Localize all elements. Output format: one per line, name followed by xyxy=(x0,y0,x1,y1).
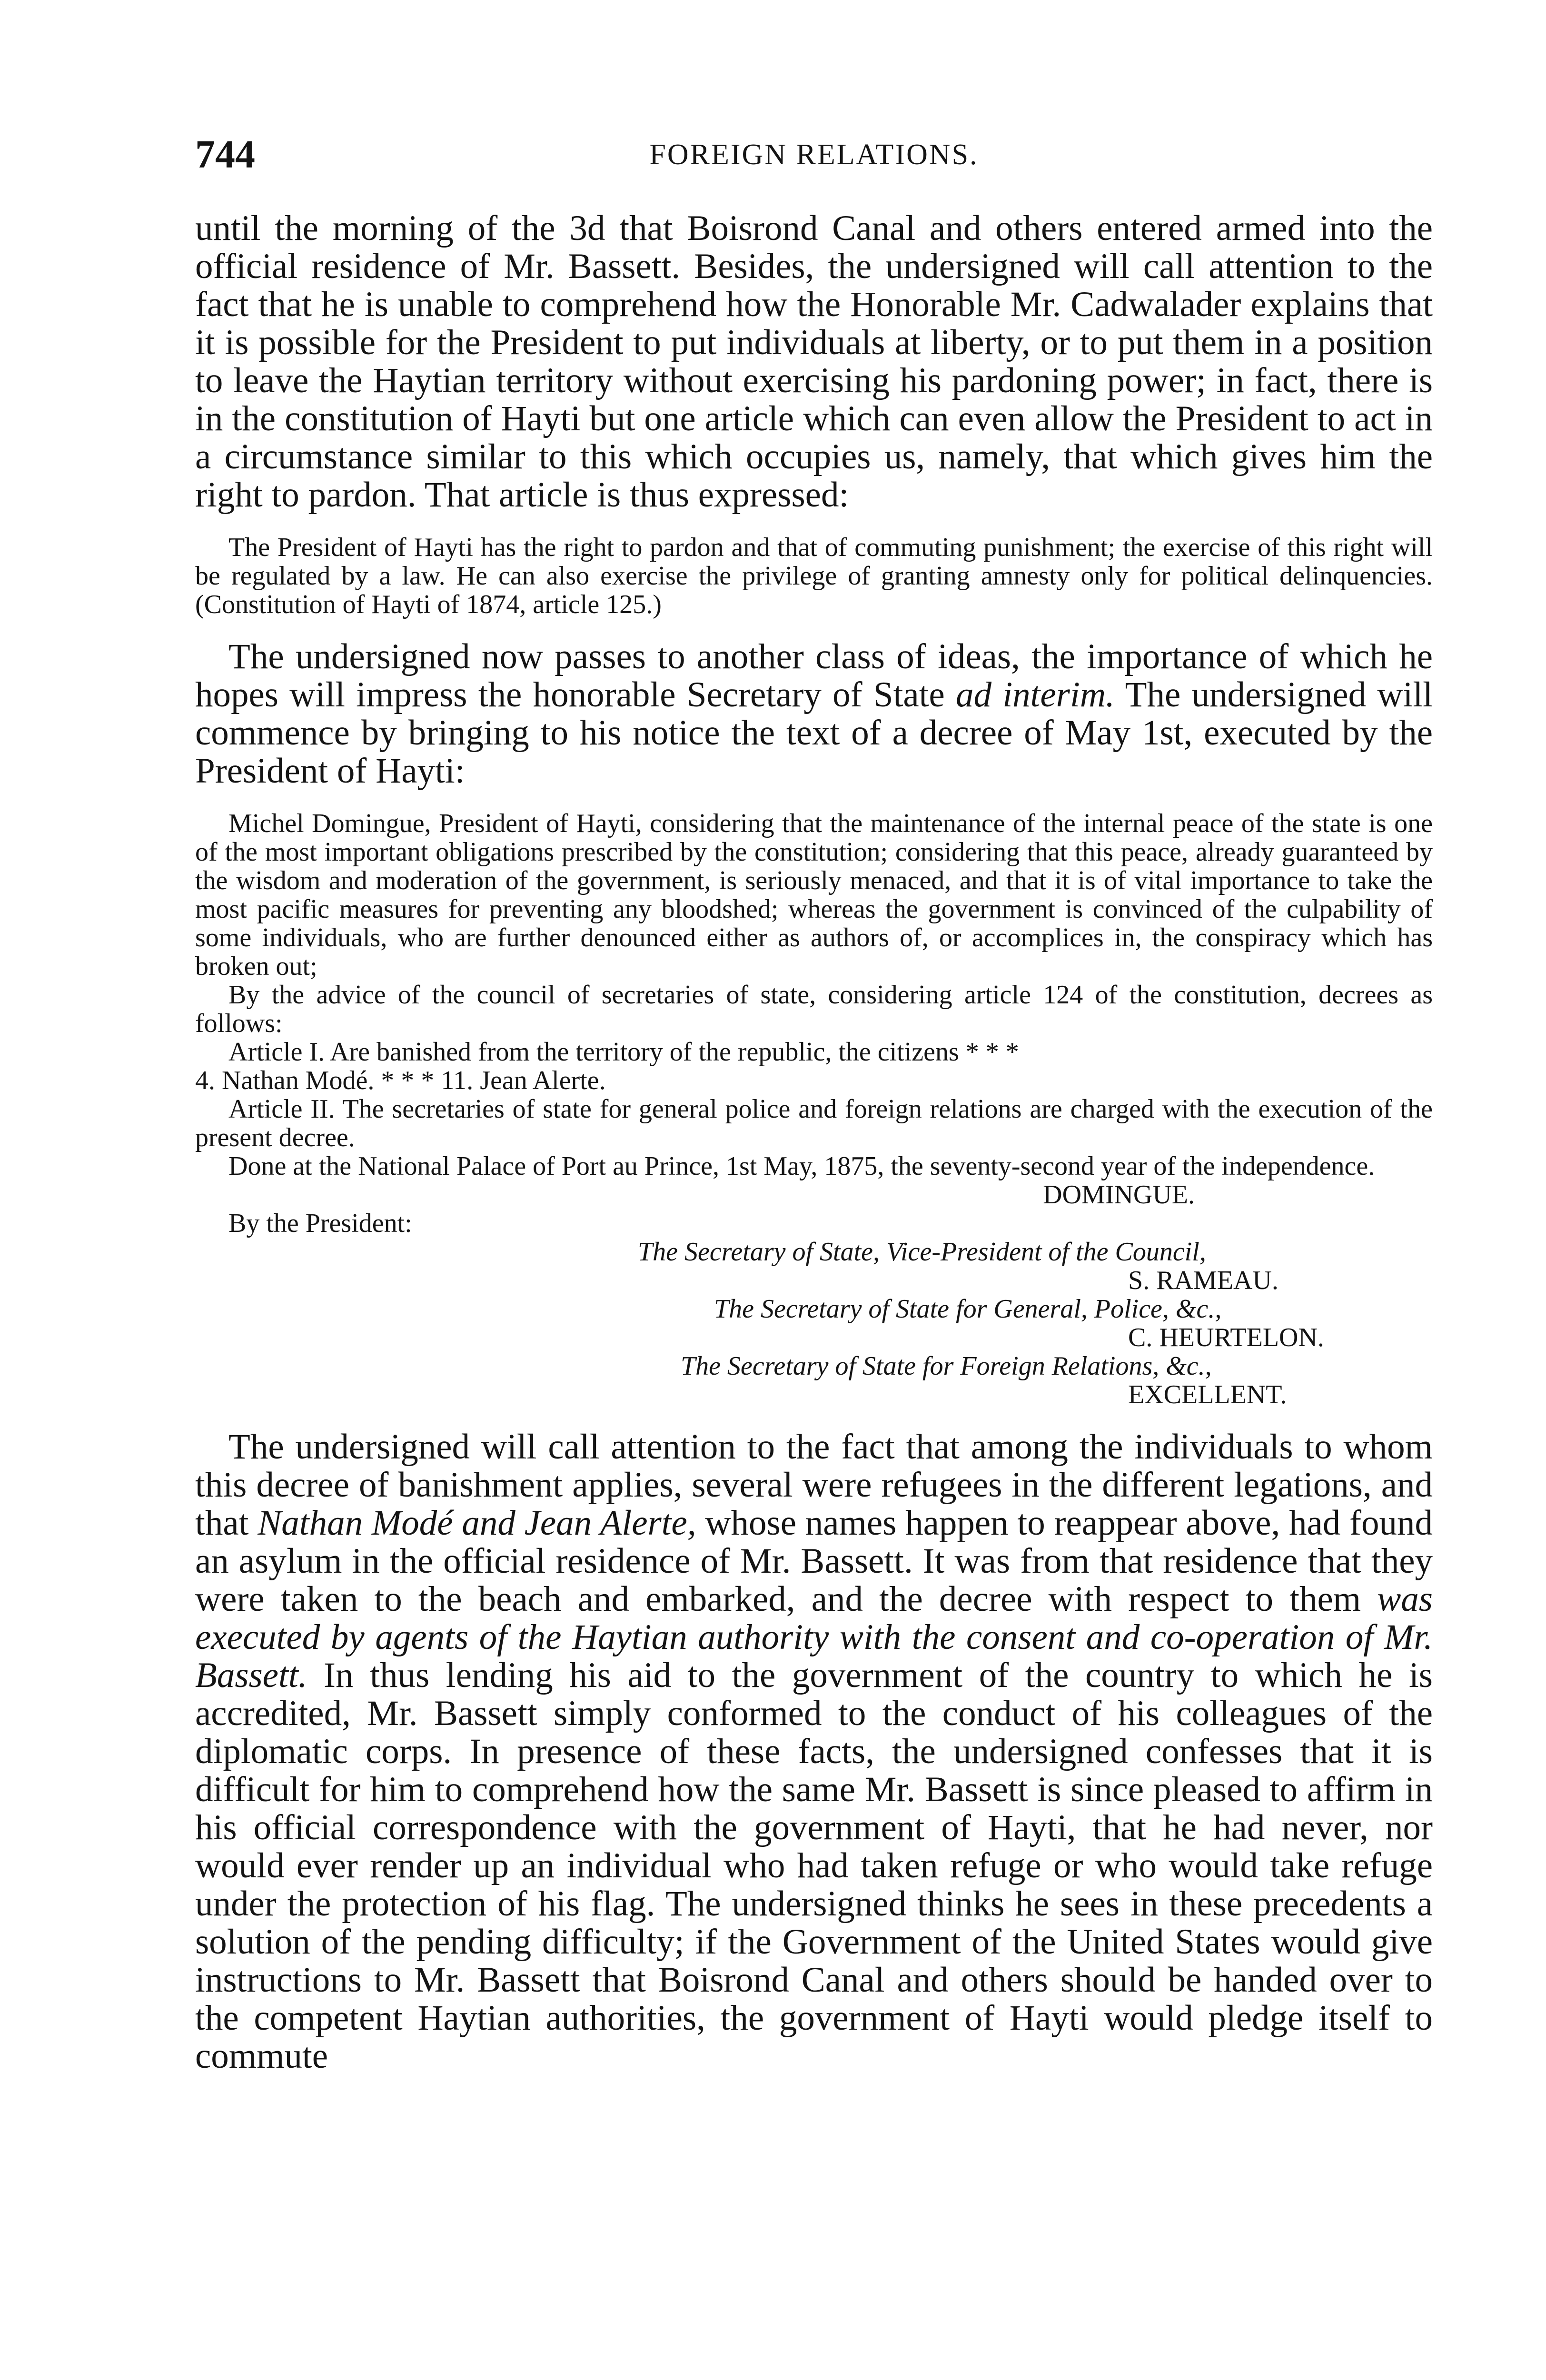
sig2-title: The Secretary of State for General, Police, &c., xyxy=(714,1294,1222,1324)
running-head: FOREIGN RELATIONS. xyxy=(649,139,979,171)
sig3-title: The Secretary of State for Foreign Relations, &c., xyxy=(681,1351,1212,1381)
decree-intro-italic: ad interim. xyxy=(956,675,1115,714)
paragraph-continuation: until the morning of the 3d that Boisrond Canal and others entered armed into the official residence of Mr. Bassett. Besides, the undersigned will call attention to the fact that he is unable to comprehend how the Honorable Mr. Cadwalader explains that it is possible for the President to put individuals at liberty, or to put them in a position to leave the Haytian territory without exercising his pardoning power; in fact, there is in the constitution of Hayti but one article which can even allow the President to act in a circumstance similar to this which occupies us, namely, that which gives him the right to pardon. That article is thus expressed: xyxy=(195,208,1433,515)
decree-intro-text-2: The undersigned will commence by bringing to his notice the text of a decree of May 1st, executed by the President of Hayti: xyxy=(195,675,1433,791)
decree-preamble: Michel Domingue, President of Hayti, considering that the maintenance of the internal peace of the state is one of the most important obligations prescribed by the constitution; considering that this peace, already guaranteed by the wisdom and moderation of the government, is seriously menaced, and that it is of vital importance to take the most pacific measures for preventing any bloodshed; whereas the government is convinced of the culpability of some individuals, who are further denounced either as authors of, or accomplices in, the conspiracy which has broken out; xyxy=(195,809,1433,981)
closing-text-3: In thus lending his aid to the government of the country to which he is accredited, Mr. Bassett simply conformed to the conduct of his colleagues of the diplomatic corps. In presence of these facts, the undersigned confesses that it is difficult for him to comprehend how the same Mr. Bassett is since pleased to affirm in his official correspondence with the government of Hayti, that he had never, nor would ever render up an individual who had taken refuge or who would take refuge under the protection of his flag. The undersigned thinks he sees in these precedents a solution of the pending difficulty; if the Government of the United States would give instructions to Mr. Bassett that Boisrond Canal and others should be handed over to the competent Haytian authorities, the government of Hayti would pledge itself to commute xyxy=(195,1656,1433,2076)
sig1-name: S. RAMEAU. xyxy=(1128,1266,1278,1295)
closing-italic-1: Nathan Modé and Jean Alerte, xyxy=(258,1503,696,1543)
constitution-quote xyxy=(195,533,1433,619)
decree-article-1-names: 4. Nathan Modé. * * * 11. Jean Alerte. xyxy=(195,1066,606,1095)
decree-article-2: Article II. The secretaries of state for general police and foreign relations are charged with the execution of the present decree. xyxy=(195,1094,1433,1152)
countersignatures xyxy=(195,1238,1433,1409)
decree-intro-text-1: The undersigned now passes to another class of ideas, the importance of which he hopes will impress the honorable Secretary of State xyxy=(195,637,1433,714)
decree-advice: By the advice of the council of secretaries of state, considering article 124 of the constitution, decrees as follows: xyxy=(195,980,1433,1038)
page-header xyxy=(195,129,1433,181)
sig2-name: C. HEURTELON. xyxy=(1128,1323,1324,1352)
sig3-name: EXCELLENT. xyxy=(1128,1380,1287,1409)
closing-text-2: whose names happen to reappear above, had found an asylum in the official residence of Mr. Bassett. It was from that residence that they were taken to the beach and embarked, and the decree with respect to them xyxy=(195,1503,1433,1619)
sig1-title: The Secretary of State, Vice-President of the Council, xyxy=(638,1237,1206,1267)
page-body xyxy=(195,209,1433,2075)
paragraph-closing xyxy=(195,1428,1433,2075)
closing-italic-2: was executed by agents of the Haytian authority with the consent and co-operation of Mr. Bassett. xyxy=(195,1579,1433,1695)
constitution-quote-text: The President of Hayti has the right to pardon and that of commuting punishment; the exercise of this right will be regulated by a law. He can also exercise the privilege of granting amnesty only for political delinquencies. (Constitution of Hayti of 1874, article 125.) xyxy=(195,533,1433,619)
decree-article-1: Article I. Are banished from the territory of the republic, the citizens * * * xyxy=(228,1037,1019,1067)
page-number: 744 xyxy=(195,132,255,177)
by-the-president: By the President: xyxy=(228,1209,412,1238)
paragraph-decree-intro xyxy=(195,638,1433,790)
decree-text xyxy=(195,809,1433,1409)
decree-done-at: Done at the National Palace of Port au Prince, 1st May, 1875, the seventy-second year of the independence. xyxy=(228,1151,1375,1181)
closing-text-1: The undersigned will call attention to the fact that among the individuals to whom this decree of banishment applies, several were refugees in the different legations, and that xyxy=(195,1427,1433,1543)
decree-signature: DOMINGUE. xyxy=(1043,1180,1195,1210)
